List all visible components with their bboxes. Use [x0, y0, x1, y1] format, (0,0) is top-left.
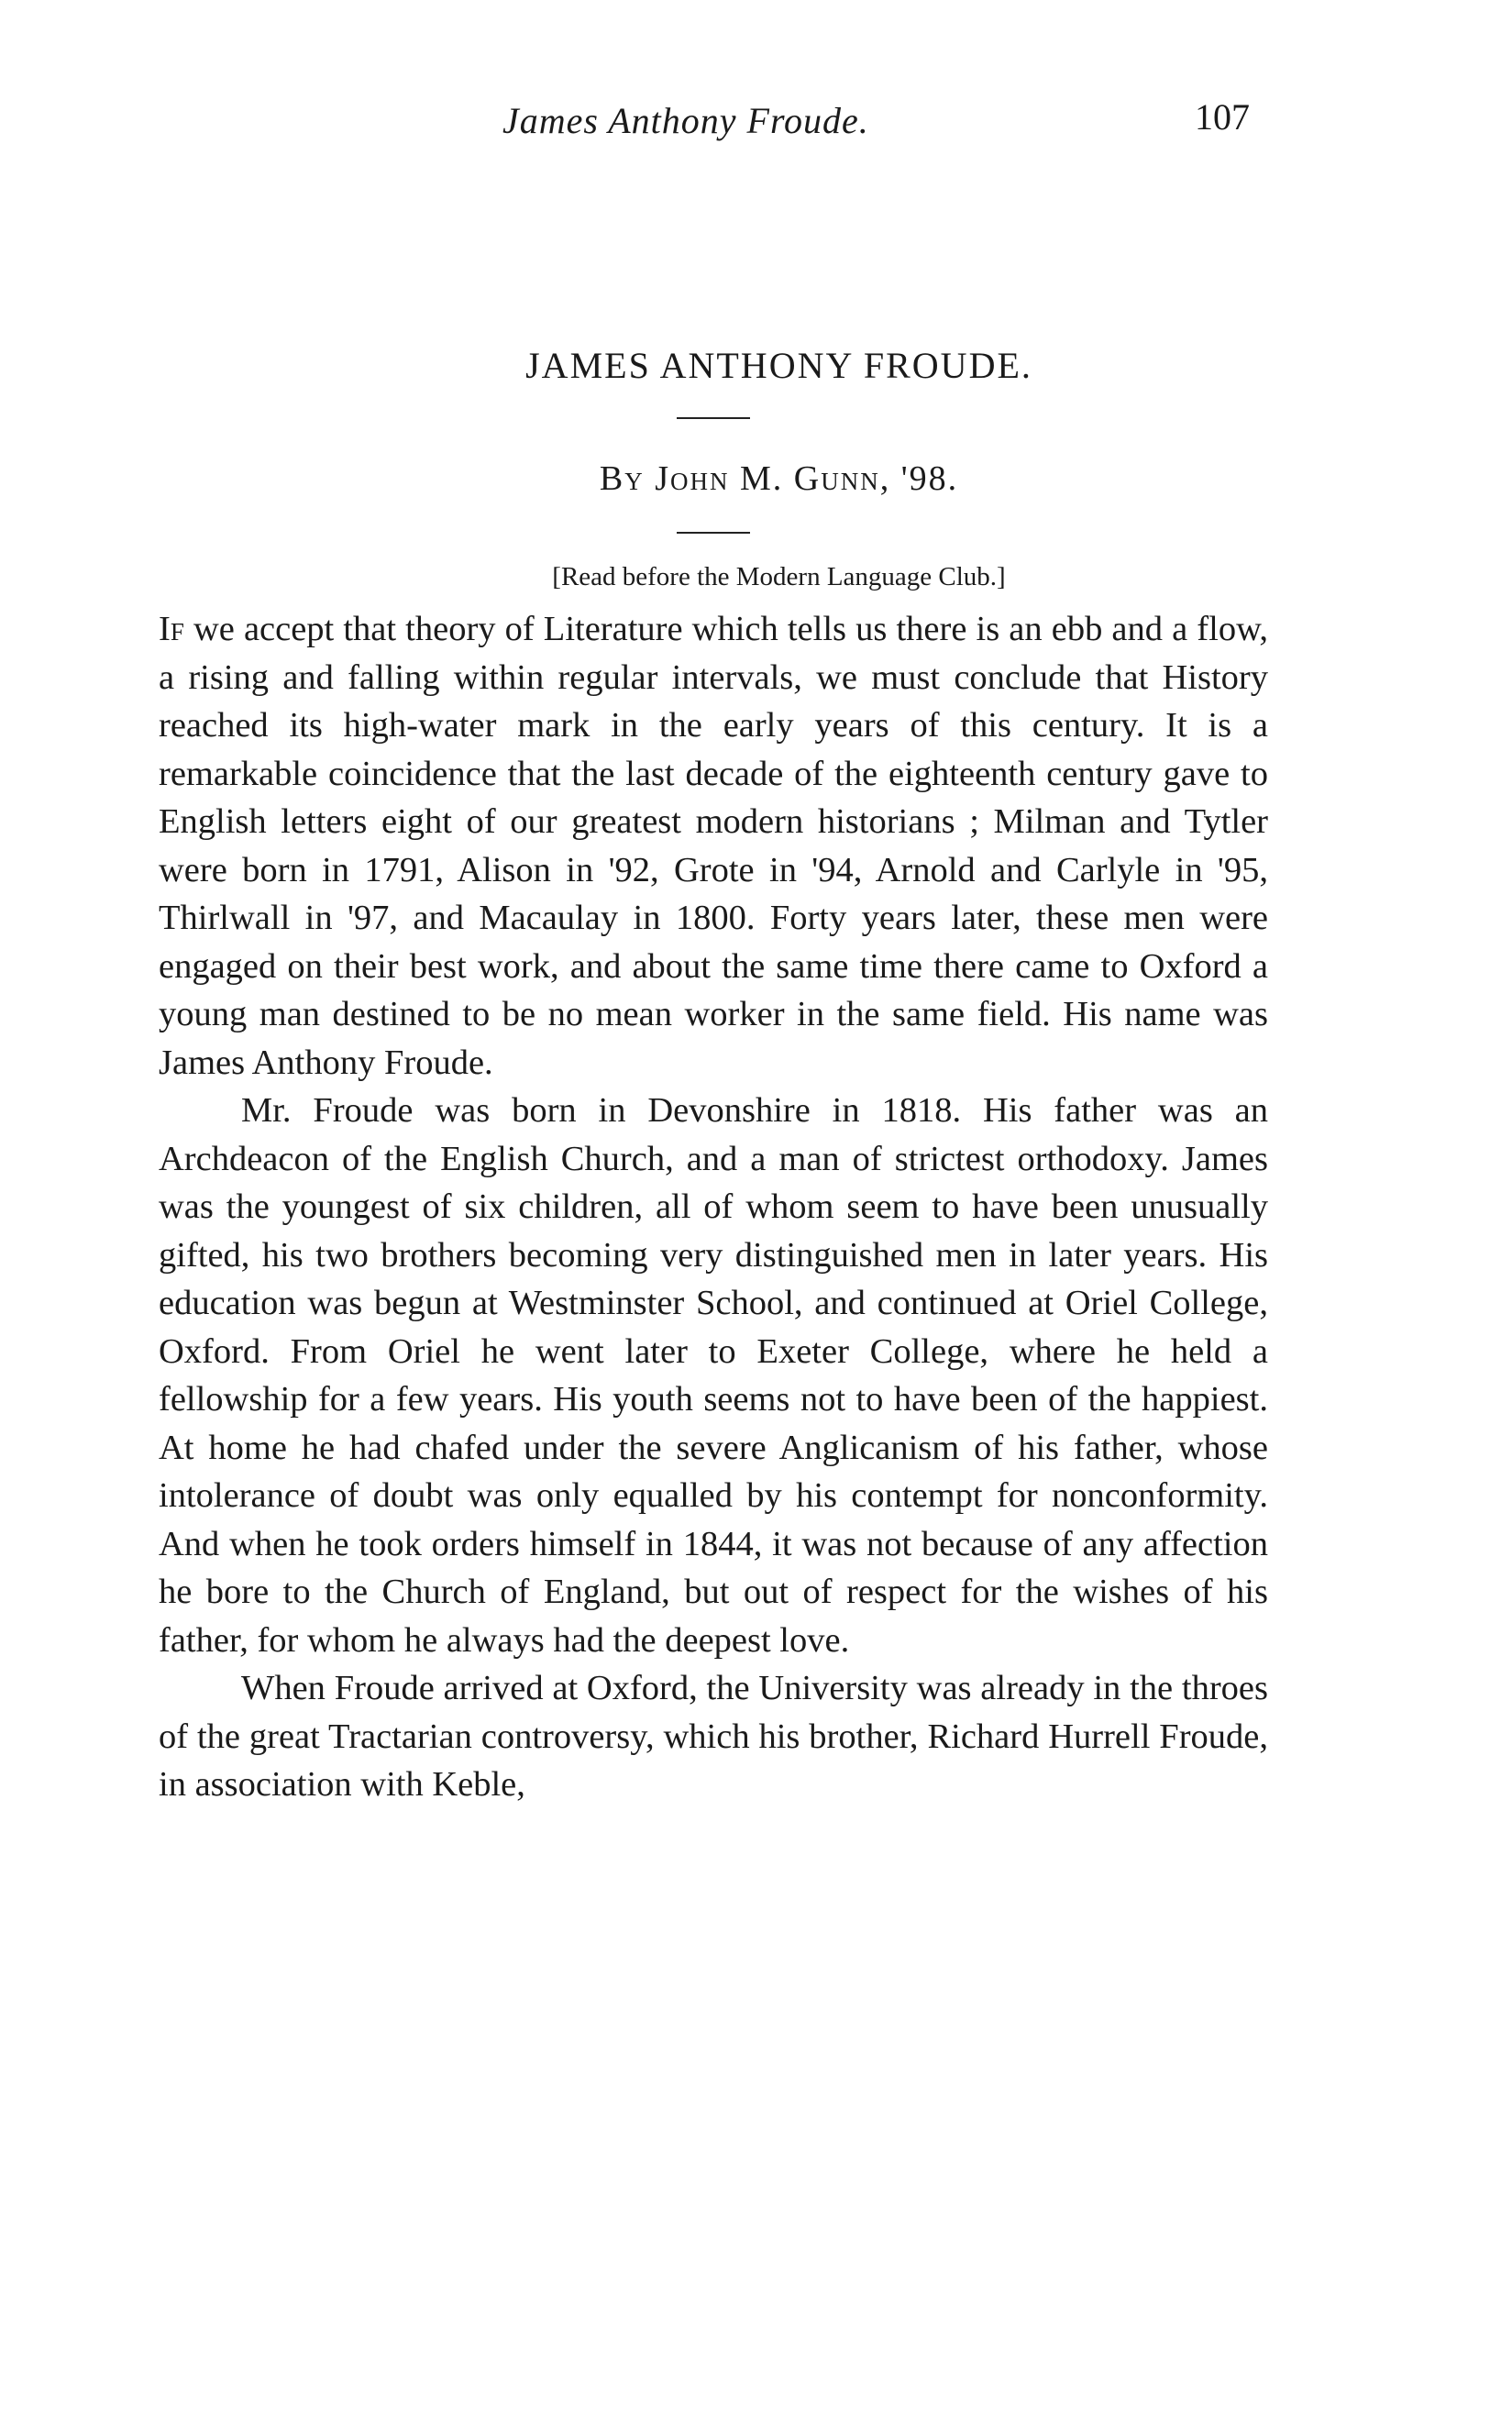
page-number: 107: [1195, 96, 1250, 138]
running-title: James Anthony Froude.: [502, 100, 869, 141]
paragraph: Mr. Froude was born in Devonshire in 1818. His father was an Archdeacon of the English Church, and a man of strictest orthodoxy. James was the youngest of six children, all of whom seem to have been unusually gifted, his two brothers becoming very distinguished men in later years. His education was begun at Westminster School, and continued at Oriel College, Oxford. From Oriel he went later to Exeter College, where he held a fellowship for a few years. His youth seems not to have been of the happiest. At home he had chafed under the severe Anglicanism of his father, whose intolerance of doubt was only equalled by his contempt for nonconformity. And when he took orders himself in 1844, it was not because of any affection he bore to the Church of England, but out of respect for the wishes of his father, for whom he always had the deepest love.: [159, 1091, 1268, 1660]
title-divider: [677, 417, 750, 419]
paragraph-text: we accept that theory of Literature which tells us there is an ebb and a flow, a rising and falling within regular intervals, we must conclude that History reached its high-water mark in the early years of this century. It is a remarkable coincidence that the last decade of the eighteenth century gave to English letters eight of our greatest modern historians ; Milman and Tytler were born in 1791, Alison in '92, Grote in '94, Arnold and Carlyle in '95, Thirlwall in '97, and Macaulay in 1800. Forty years later, these men were engaged on their best work, and about the same time there came to Oxford a young man destined to be no mean worker in the same field. His name was James Anthony Froude.: [159, 610, 1268, 1082]
paragraph-lead: If: [159, 610, 184, 648]
article-body: [159, 605, 1268, 1809]
article-note: [Read before the Modern Language Club.]: [552, 562, 1006, 591]
article-title: JAMES ANTHONY FROUDE.: [525, 345, 1032, 386]
paragraph: When Froude arrived at Oxford, the University was already in the throes of the great Tractarian controversy, which his brother, Richard Hurrell Froude, in association with Keble,: [159, 1669, 1268, 1804]
running-head: [0, 96, 1512, 154]
paragraph: [159, 605, 1268, 1087]
byline-divider: [677, 532, 750, 534]
article-byline: By John M. Gunn, '98.: [599, 459, 959, 498]
